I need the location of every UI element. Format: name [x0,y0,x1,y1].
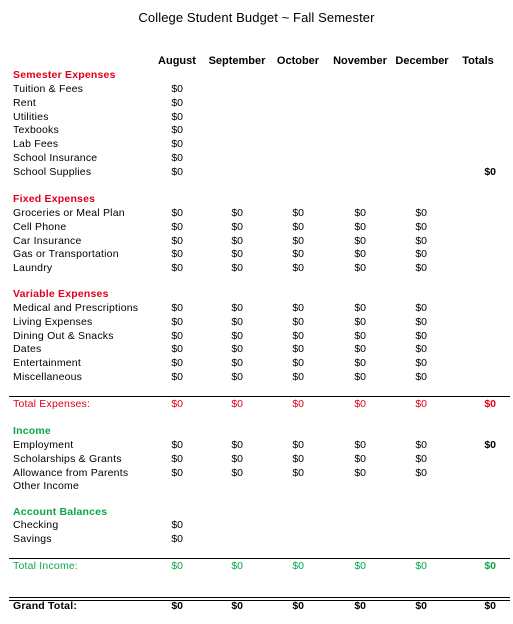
row-label: Miscellaneous [13,371,83,383]
cell-december: $0 [415,398,427,410]
cell-september: $0 [231,315,243,328]
row-label: Texbooks [13,124,59,137]
cell-august: $0 [171,398,183,410]
table-row [0,235,513,249]
cell-november: $0 [354,329,366,342]
cell-october: $0 [292,452,304,465]
divider-total-expenses [9,396,510,397]
row-label: Dining Out & Snacks [13,329,114,342]
col-header-december: December [395,55,449,67]
cell-november: $0 [354,315,366,328]
cell-september: $0 [231,343,243,356]
cell-august: $0 [171,110,183,123]
cell-november: $0 [354,207,366,219]
cell-october: $0 [292,315,304,328]
row-label: Allowance from Parents [13,466,129,479]
cell-december: $0 [415,207,427,219]
cell-october: $0 [292,357,304,370]
section-income [0,425,513,439]
table-row [0,316,513,330]
divider-total-income [9,558,510,559]
cell-december: $0 [415,600,427,612]
row-label: Savings [13,532,52,545]
cell-december: $0 [415,343,427,356]
row-label: Living Expenses [13,315,93,328]
cell-november: $0 [354,302,366,314]
table-row [0,343,513,357]
table-row [0,83,513,97]
col-header-september: September [208,55,266,67]
cell-august: $0 [171,234,183,247]
table-row [0,453,513,467]
table-row [0,467,513,481]
row-label: School Insurance [13,152,98,164]
row-label: Medical and Prescriptions [13,302,139,314]
cell-november: $0 [354,560,366,572]
table-row [0,533,513,547]
cell-november: $0 [354,600,366,612]
grand-total-row [0,600,513,614]
row-label: Car Insurance [13,234,82,247]
cell-august: $0 [171,452,183,465]
col-header-november: November [333,55,387,67]
row-label: Lab Fees [13,138,59,151]
col-header-august: August [158,55,196,67]
cell-august: $0 [171,532,183,545]
row-label: Laundry [13,262,53,275]
cell-december: $0 [415,234,427,247]
cell-september: $0 [231,600,243,612]
cell-september: $0 [231,357,243,370]
cell-october: $0 [292,302,304,314]
cell-august: $0 [171,600,183,612]
cell-total: $0 [484,398,496,410]
cell-august: $0 [171,371,183,383]
cell-october: $0 [292,220,304,233]
cell-total: $0 [484,600,496,612]
cell-august: $0 [171,329,183,342]
row-label: Dates [13,343,42,356]
cell-december: $0 [415,248,427,261]
cell-december: $0 [415,315,427,328]
table-row [0,519,513,533]
cell-august: $0 [171,466,183,479]
row-label: Total Expenses: [13,398,91,410]
cell-total: $0 [484,439,496,451]
table-row [0,207,513,221]
cell-october: $0 [292,248,304,261]
row-label: Utilities [13,110,49,123]
row-label: Checking [13,519,59,531]
section-heading-label: Fixed Expenses [13,193,96,205]
cell-october: $0 [292,329,304,342]
cell-december: $0 [415,262,427,275]
section-heading-label: Account Balances [13,506,108,518]
cell-october: $0 [292,466,304,479]
cell-august: $0 [171,96,183,109]
row-label: Tuition & Fees [13,83,84,95]
cell-november: $0 [354,357,366,370]
section-heading-label: Semester Expenses [13,69,116,81]
cell-november: $0 [354,398,366,410]
cell-september: $0 [231,262,243,275]
cell-october: $0 [292,439,304,451]
cell-november: $0 [354,248,366,261]
row-label: Total Income: [13,560,79,572]
cell-total: $0 [484,165,496,178]
cell-september: $0 [231,248,243,261]
row-label: Gas or Transportation [13,248,119,261]
cell-november: $0 [354,262,366,275]
cell-october: $0 [292,207,304,219]
cell-september: $0 [231,439,243,451]
section-heading-label: Income [13,425,51,437]
cell-august: $0 [171,357,183,370]
cell-september: $0 [231,207,243,219]
table-row [0,152,513,166]
row-label: Other Income [13,480,80,493]
total-expenses-row [0,398,513,412]
cell-december: $0 [415,371,427,383]
cell-november: $0 [354,452,366,465]
cell-september: $0 [231,466,243,479]
cell-november: $0 [354,220,366,233]
cell-october: $0 [292,262,304,275]
section-variable-expenses [0,288,513,302]
cell-august: $0 [171,439,183,451]
cell-total: $0 [484,560,496,572]
cell-august: $0 [171,315,183,328]
row-label: Scholarships & Grants [13,452,122,465]
table-row [0,111,513,125]
cell-december: $0 [415,560,427,572]
cell-august: $0 [171,560,183,572]
cell-october: $0 [292,343,304,356]
cell-august: $0 [171,262,183,275]
row-label: School Supplies [13,165,92,178]
cell-december: $0 [415,452,427,465]
row-label: Entertainment [13,357,81,370]
table-row [0,357,513,371]
cell-september: $0 [231,371,243,383]
cell-november: $0 [354,343,366,356]
table-row [0,138,513,152]
table-row [0,166,513,180]
table-row [0,97,513,111]
cell-november: $0 [354,439,366,451]
cell-august: $0 [171,83,183,95]
cell-august: $0 [171,220,183,233]
table-row [0,124,513,138]
cell-august: $0 [171,124,183,137]
sheet-title: College Student Budget ~ Fall Semester [138,10,375,25]
cell-august: $0 [171,343,183,356]
row-label: Grand Total: [13,600,78,612]
cell-october: $0 [292,371,304,383]
table-row [0,330,513,344]
cell-november: $0 [354,466,366,479]
cell-august: $0 [171,302,183,314]
table-row [0,439,513,453]
cell-october: $0 [292,234,304,247]
col-header-totals: Totals [462,55,494,67]
cell-september: $0 [231,452,243,465]
cell-october: $0 [292,560,304,572]
total-income-row [0,560,513,574]
cell-september: $0 [231,398,243,410]
cell-december: $0 [415,439,427,451]
cell-august: $0 [171,152,183,164]
col-header-october: October [276,55,320,67]
cell-november: $0 [354,371,366,383]
cell-september: $0 [231,302,243,314]
cell-september: $0 [231,220,243,233]
table-row [0,302,513,316]
cell-august: $0 [171,248,183,261]
table-row [0,371,513,385]
section-semester-expenses [0,69,513,83]
cell-september: $0 [231,329,243,342]
cell-december: $0 [415,466,427,479]
cell-december: $0 [415,302,427,314]
table-row [0,480,513,494]
row-label: Rent [13,96,36,109]
cell-september: $0 [231,234,243,247]
section-heading-label: Variable Expenses [13,288,109,300]
table-row [0,248,513,262]
cell-december: $0 [415,220,427,233]
cell-december: $0 [415,357,427,370]
cell-september: $0 [231,560,243,572]
cell-august: $0 [171,519,183,531]
cell-august: $0 [171,207,183,219]
cell-october: $0 [292,600,304,612]
cell-november: $0 [354,234,366,247]
row-label: Employment [13,439,74,451]
row-label: Cell Phone [13,220,67,233]
cell-august: $0 [171,165,183,178]
table-row [0,221,513,235]
row-label: Groceries or Meal Plan [13,207,125,219]
cell-december: $0 [415,329,427,342]
table-row [0,262,513,276]
section-fixed-expenses [0,193,513,207]
cell-october: $0 [292,398,304,410]
cell-august: $0 [171,138,183,151]
section-account-balances [0,506,513,520]
